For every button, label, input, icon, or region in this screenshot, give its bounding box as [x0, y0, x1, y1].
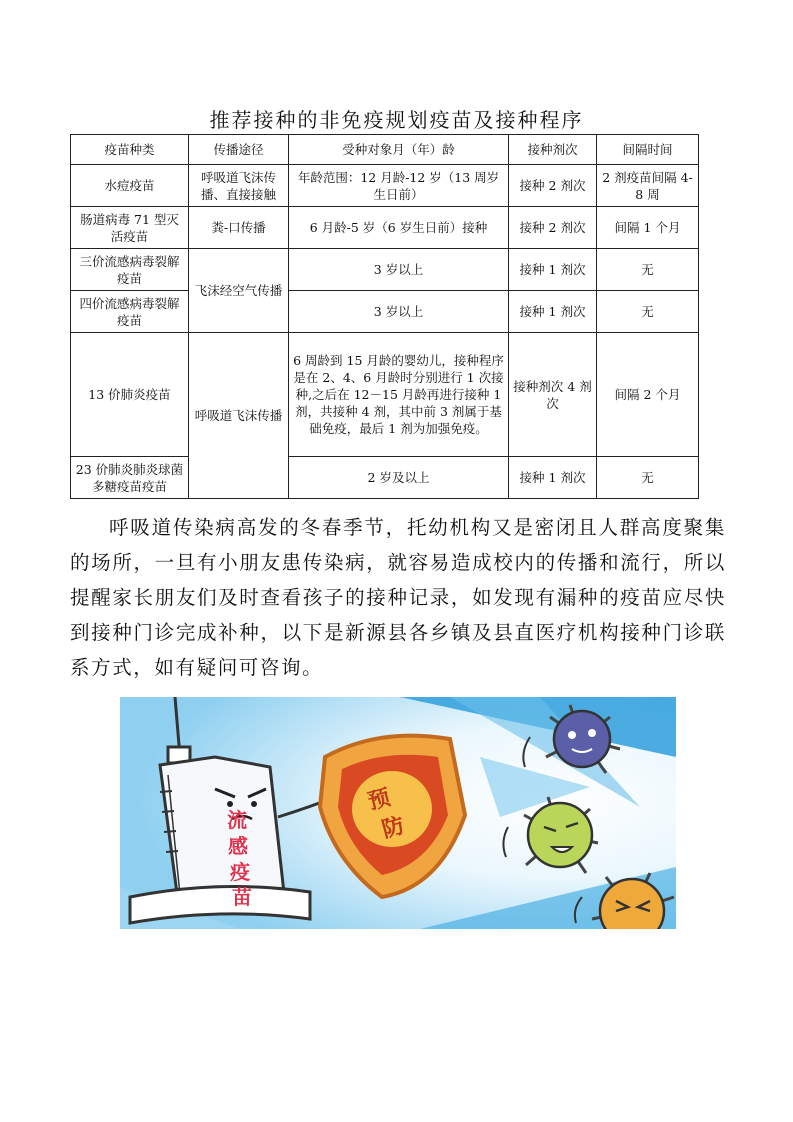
header-doses: 接种剂次	[509, 135, 597, 165]
cell-vaccine: 肠道病毒 71 型灭活疫苗	[71, 207, 189, 249]
table-row	[71, 457, 699, 499]
cell-route: 飞沫经空气传播	[189, 249, 289, 333]
cell-age: 6 月龄-5 岁（6 岁生日前）接种	[289, 207, 509, 249]
cell-vaccine: 四价流感病毒裂解疫苗	[71, 291, 189, 333]
cell-vaccine: 13 价肺炎疫苗	[71, 333, 189, 457]
cell-vaccine: 23 价肺炎肺炎球菌多糖疫苗疫苗	[71, 457, 189, 499]
table-row	[71, 165, 699, 207]
syringe-label: 苗	[232, 887, 252, 909]
cell-doses: 接种剂次 4 剂次	[509, 333, 597, 457]
cell-doses: 接种 1 剂次	[509, 457, 597, 499]
table-row	[71, 333, 699, 457]
table-header-row	[71, 135, 699, 165]
cell-vaccine: 水痘疫苗	[71, 165, 189, 207]
cell-interval: 无	[597, 457, 699, 499]
cell-doses: 接种 1 剂次	[509, 249, 597, 291]
table-row	[71, 291, 699, 333]
cell-interval: 间隔 1 个月	[597, 207, 699, 249]
cell-interval: 无	[597, 291, 699, 333]
cell-doses: 接种 2 剂次	[509, 207, 597, 249]
cell-route: 呼吸道飞沫传播、直接接触	[189, 165, 289, 207]
cell-age: 2 岁及以上	[289, 457, 509, 499]
cell-age: 3 岁以上	[289, 291, 509, 333]
syringe-label: 流	[227, 810, 247, 832]
cell-interval: 间隔 2 个月	[597, 333, 699, 457]
cell-age: 3 岁以上	[289, 249, 509, 291]
shield-label: 防	[379, 812, 407, 843]
shield-label: 预	[365, 784, 393, 815]
cell-route: 呼吸道飞沫传播	[189, 333, 289, 499]
header-interval: 间隔时间	[597, 135, 699, 165]
header-age: 受种对象月（年）龄	[289, 135, 509, 165]
header-route: 传播途径	[189, 135, 289, 165]
cell-doses: 接种 1 剂次	[509, 291, 597, 333]
vaccine-table	[70, 134, 699, 499]
cell-doses: 接种 2 剂次	[509, 165, 597, 207]
notice-paragraph: 呼吸道传染病高发的冬春季节，托幼机构又是密闭且人群高度聚集的场所，一旦有小朋友患传染病，就容易造成校内的传播和流行，所以提醒家长朋友们及时查看孩子的接种记录，如发现有漏种的疫苗应尽快到接种门诊完成补种，以下是新源县各乡镇及县直医疗机构接种门诊联系方式，如有疑问可咨询。	[70, 516, 726, 679]
illustration-svg	[120, 697, 676, 929]
vaccine-illustration	[120, 697, 676, 929]
cell-age: 年龄范围：12 月龄-12 岁（13 周岁生日前）	[289, 165, 509, 207]
syringe-label: 疫	[230, 862, 250, 884]
table-row	[71, 207, 699, 249]
cell-interval: 无	[597, 249, 699, 291]
page-title: 推荐接种的非免疫规划疫苗及接种程序	[209, 108, 584, 132]
header-vaccine: 疫苗种类	[71, 135, 189, 165]
cell-age: 6 周龄到 15 月龄的婴幼儿，接种程序是在 2、4、6 月龄时分别进行 1 次接种,之后在 12－15 月龄再进行接种 1 剂，共接种 4 剂，其中前 3 剂属于基础免疫，最后 1 剂为加强免疫。	[289, 333, 509, 457]
syringe-label: 感	[228, 836, 248, 858]
cell-vaccine: 三价流感病毒裂解疫苗	[71, 249, 189, 291]
cell-route: 粪-口传播	[189, 207, 289, 249]
table-row	[71, 249, 699, 291]
cell-interval: 2 剂疫苗间隔 4-8 周	[597, 165, 699, 207]
